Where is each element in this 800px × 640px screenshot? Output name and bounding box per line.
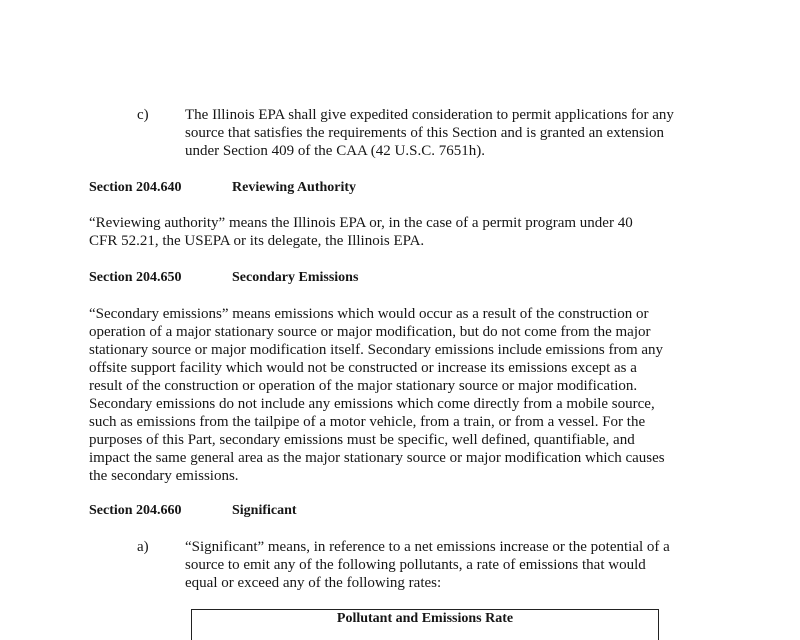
subsection-c-label: c) xyxy=(137,107,149,123)
section-204-640-heading xyxy=(89,179,489,197)
section-204-650-body: “Secondary emissions” means emissions which would occur as a result of the construction or operation of a major stationary source or major modification, but do not come from the major stationary source or major modification itself. Secondary emissions include emissions from any offsite support facility which would not be constructed or increase its emissions except as a result of the construction or operation of the major stationary source or major modification. Secondary emissions do not include any emissions which come directly from a mobile source, such as emissions from the tailpipe of a motor vehicle, from a train, or from a vessel. For the purposes of this Part, secondary emissions must be specific, well defined, quantifiable, and impact the same general area as the major stationary source or major modification which causes the secondary emissions. xyxy=(89,306,665,484)
section-title: Reviewing Authority xyxy=(232,180,357,195)
emissions-rate-table xyxy=(191,609,659,640)
section-204-640-body: “Reviewing authority” means the Illinois EPA or, in the case of a permit program under 40 CFR 52.21, the USEPA or its delegate, the Illinois EPA. xyxy=(89,215,633,249)
section-number: Section 204.660 xyxy=(89,503,182,518)
table-header: Pollutant and Emissions Rate xyxy=(336,611,514,626)
section-title: Secondary Emissions xyxy=(232,270,359,285)
subsection-c-text: The Illinois EPA shall give expedited consideration to permit applications for any source that satisfies the requirements of this Section and is granted an extension under Section 409 of the CAA (42 U.S.C. 7651h). xyxy=(185,107,674,159)
subsection-a-text: “Significant” means, in reference to a net emissions increase or the potential of a source to emit any of the following pollutants, a rate of emissions that would equal or exceed any of the following rates: xyxy=(185,539,670,591)
section-title: Significant xyxy=(232,503,297,518)
section-204-650-heading xyxy=(89,269,489,287)
section-204-660-heading xyxy=(89,502,489,520)
section-number: Section 204.650 xyxy=(89,270,182,285)
section-number: Section 204.640 xyxy=(89,180,182,195)
subsection-a-label: a) xyxy=(137,539,149,555)
